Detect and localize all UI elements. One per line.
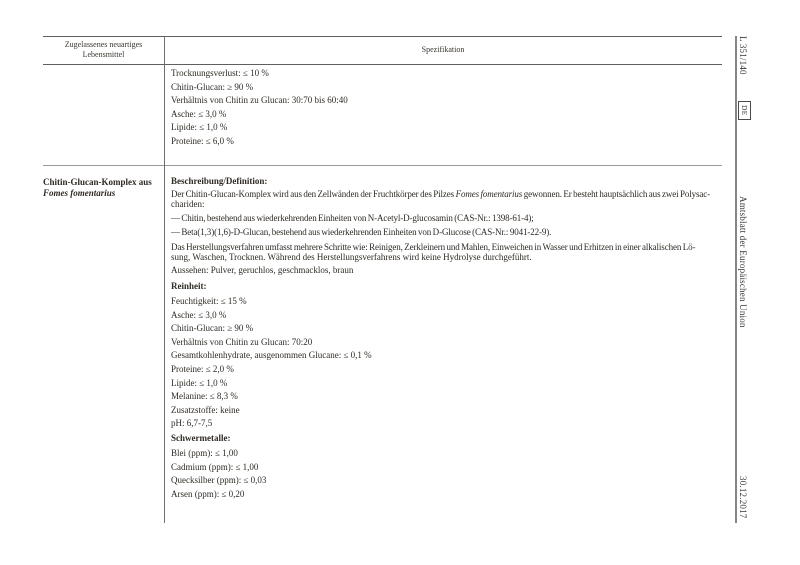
process-paragraph xyxy=(171,243,722,263)
table-row-divider-rule xyxy=(43,165,722,166)
process-line2: sung, Waschen, Trocknen. Während des Herstellungsverfahrens wird keine Hydrolyse durchgeführt. xyxy=(171,251,532,262)
description-text-after: gewonnen. Er besteht hauptsächlich aus zwei Polysac- xyxy=(522,189,711,199)
margin-rule xyxy=(735,36,737,523)
novel-food-latin-name: Fomes fomentarius xyxy=(43,187,116,198)
header-novel-food-line1: Zugelassenes neuartiges xyxy=(64,40,143,49)
margin-journal-title: Amtsblatt der Europäischen Union xyxy=(738,196,748,328)
description-paragraph xyxy=(171,190,722,210)
spec-line: Cadmium (ppm): ≤ 1,00 xyxy=(171,461,259,472)
description-heading: Beschreibung/Definition: xyxy=(171,176,268,186)
description-latin-name: Fomes fomentarius xyxy=(455,189,523,199)
spec-line: Arsen (ppm): ≤ 0,20 xyxy=(171,488,245,499)
spec-line: Verhältnis von Chitin zu Glucan: 30:70 bis 60:40 xyxy=(171,95,348,106)
spec-line: Gesamtkohlenhydrate, ausgenommen Glucane: ≤ 0,1 % xyxy=(171,350,372,361)
appearance-line: Aussehen: Pulver, geruchlos, geschmacklos, braun xyxy=(171,265,354,276)
spec-line: Asche: ≤ 3,0 % xyxy=(171,309,227,320)
row1-specification-cell xyxy=(171,67,719,149)
spec-line: Asche: ≤ 3,0 % xyxy=(171,108,227,119)
margin-language-code: DE xyxy=(740,105,749,116)
row2-novel-food-cell xyxy=(43,177,165,198)
spec-line: Blei (ppm): ≤ 1,00 xyxy=(171,447,238,458)
spec-line: pH: 6,7-7,5 xyxy=(171,418,213,429)
margin-page-number: L 351/140 xyxy=(738,36,748,75)
bullet-chitin: — Chitin, bestehend aus wiederkehrenden Einheiten von N-Acetyl-D-glucosamin (CAS-Nr.: 1398-61-4); xyxy=(171,212,534,223)
process-line1: Das Herstellungsverfahren umfasst mehrere Schritte wie: Reinigen, Zerkleinern und Mahlen, Einweichen in Wasser und Erhitzen in einer alkalischen Lö- xyxy=(171,241,696,252)
spec-line: Zusatzstoffe: keine xyxy=(171,404,240,415)
spec-line: Proteine: ≤ 2,0 % xyxy=(171,363,234,374)
spec-line: Verhältnis von Chitin zu Glucan: 70:20 xyxy=(171,336,313,347)
margin-date: 30.12.2017 xyxy=(738,476,748,519)
spec-line: Lipide: ≤ 1,0 % xyxy=(171,122,228,133)
bullet-beta-glucan: — Beta(1,3)(1,6)-D-Glucan, bestehend aus wiederkehrenden Einheiten von D-Glucose (CAS-Nr.: 9041-22-9). xyxy=(171,227,552,238)
header-specification-column: Spezifikation xyxy=(421,45,465,54)
heavy-metals-heading: Schwermetalle: xyxy=(171,432,231,443)
margin-language-box xyxy=(738,101,751,120)
header-novel-food-line2: Lebensmittel xyxy=(82,50,125,59)
description-line2: chariden: xyxy=(171,198,205,209)
novel-food-name: Chitin-Glucan-Komplex aus xyxy=(43,177,152,187)
table-top-rule xyxy=(43,36,722,37)
spec-line: Chitin-Glucan: ≥ 90 % xyxy=(171,81,254,92)
table-column-divider-rule xyxy=(164,36,165,523)
row2-specification-cell xyxy=(171,176,722,501)
spec-line: Melanine: ≤ 8,3 % xyxy=(171,391,238,402)
description-text-before: Der Chitin-Glucan-Komplex wird aus den Zellwänden der Fruchtkörper des Pilzes xyxy=(171,189,456,199)
table-header-bottom-rule xyxy=(43,64,722,65)
spec-line: Trocknungsverlust: ≤ 10 % xyxy=(171,68,269,78)
header-novel-food-column xyxy=(43,40,164,60)
spec-line: Proteine: ≤ 6,0 % xyxy=(171,135,234,146)
spec-line: Chitin-Glucan: ≥ 90 % xyxy=(171,323,254,334)
spec-line: Lipide: ≤ 1,0 % xyxy=(171,377,228,388)
purity-heading: Reinheit: xyxy=(171,280,207,291)
description-line1 xyxy=(171,190,722,200)
spec-line: Feuchtigkeit: ≤ 15 % xyxy=(171,295,247,306)
spec-line: Quecksilber (ppm): ≤ 0,03 xyxy=(171,475,267,486)
